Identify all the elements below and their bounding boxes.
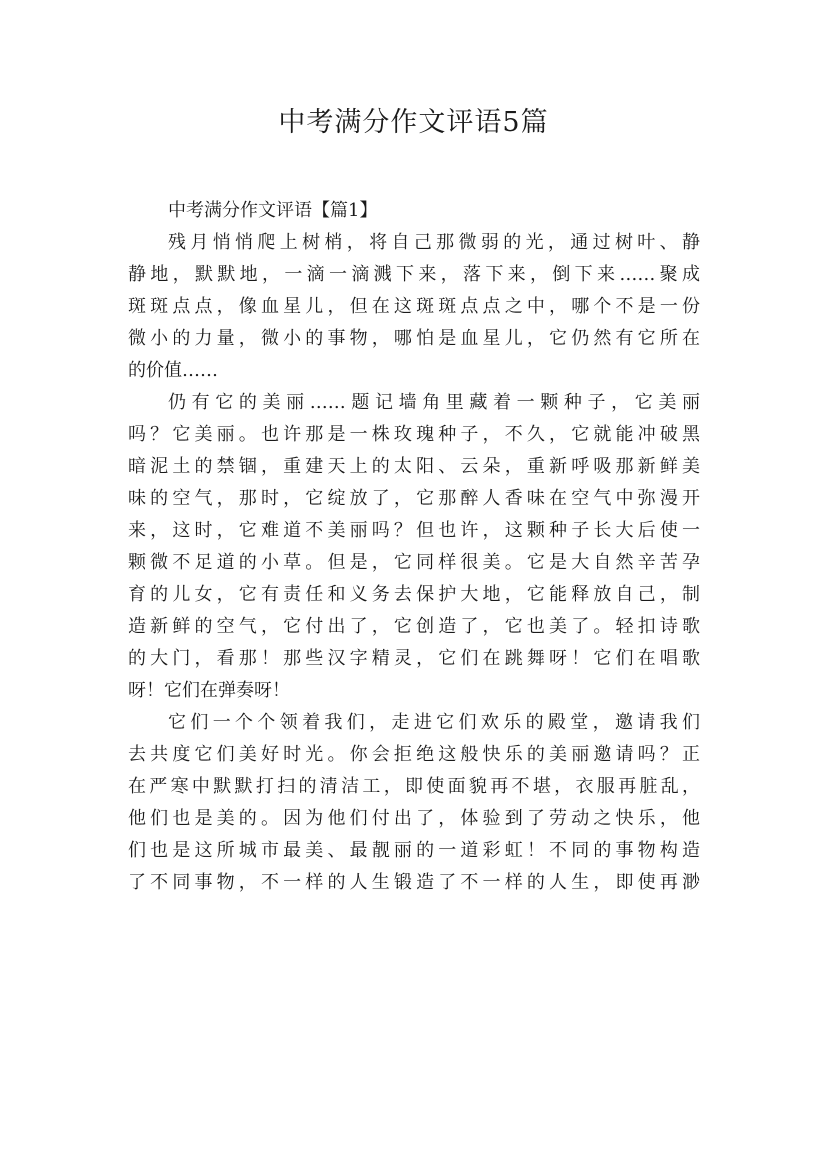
paragraph-line: 的价值…… [128,360,218,381]
paragraph-line: 在严寒中默默打扫的清洁工，即使面貌再不堪，衣服再脏乱， [128,776,700,797]
paragraph-line: 育的儿女，它有责任和义务去保护大地，它能释放自己，制 [128,584,700,605]
paragraph-line: 们也是这所城市最美、最靓丽的一道彩虹！不同的事物构造 [128,840,700,861]
paragraph-2 [128,387,700,707]
paragraph-3 [128,707,700,899]
paragraph-line: 味的空气，那时，它绽放了，它那醉人香味在空气中弥漫开 [128,488,700,509]
paragraph-line: 造新鲜的空气，它付出了，它创造了，它也美了。轻扣诗歌 [128,616,700,637]
section-heading: 中考满分作文评语【篇1】 [168,200,378,221]
paragraph-line: 微小的力量，微小的事物，哪怕是血星儿，它仍然有它所在 [128,328,700,349]
paragraph-line: 他们也是美的。因为他们付出了，体验到了劳动之快乐，他 [128,808,700,829]
paragraph-line: 吗？它美丽。也许那是一株玫瑰种子，不久，它就能冲破黑 [128,424,700,445]
paragraph-line: 颗微不足道的小草。但是，它同样很美。它是大自然辛苦孕 [128,552,700,573]
paragraph-line: 残月悄悄爬上树梢，将自己那微弱的光，通过树叶、静 [168,232,700,253]
paragraph-line: 的大门，看那！那些汉字精灵，它们在跳舞呀！它们在唱歌 [128,648,700,669]
document-body [128,195,700,899]
paragraph-1 [128,227,700,387]
paragraph-line: 来，这时，它难道不美丽吗？但也许，这颗种子长大后使一 [128,520,700,541]
paragraph-line: 了不同事物，不一样的人生锻造了不一样的人生，即使再渺 [128,872,700,893]
paragraph-line: 它们一个个领着我们，走进它们欢乐的殿堂，邀请我们 [168,712,700,733]
paragraph-line: 仍有它的美丽……题记墙角里藏着一颗种子，它美丽 [168,392,700,413]
paragraph-line: 呀！它们在弹奏呀！ [128,680,290,701]
document-title: 中考满分作文评语5篇 [278,107,549,138]
paragraph-line: 去共度它们美好时光。你会拒绝这般快乐的美丽邀请吗？正 [128,744,700,765]
paragraph-line: 暗泥土的禁锢，重建天上的太阳、云朵，重新呼吸那新鲜美 [128,456,700,477]
paragraph-line: 静地，默默地，一滴一滴溅下来，落下来，倒下来……聚成 [128,264,700,285]
paragraph-line: 斑斑点点，像血星儿，但在这斑斑点点之中，哪个不是一份 [128,296,700,317]
